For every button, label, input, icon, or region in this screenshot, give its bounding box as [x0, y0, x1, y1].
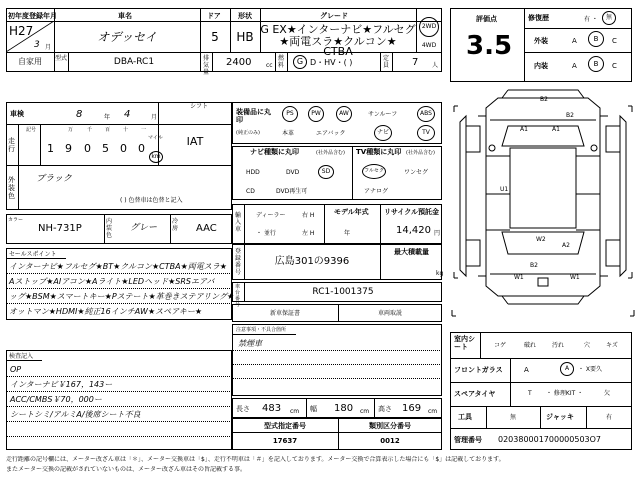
model-year-unit: 年 [344, 230, 351, 237]
equipment-label: 装備品に丸印 [236, 108, 271, 124]
shape-label: 形状 [238, 12, 252, 20]
map-label-a1-mid: A1 [552, 126, 560, 133]
map-label-b2-bottom: B2 [530, 262, 538, 269]
capacity-label: 定員 [382, 55, 389, 69]
recycle-label: リサイクル預託金 [384, 208, 440, 216]
reg-year-label: 初年度登録年月 [8, 12, 57, 20]
grade-line-2: ★両電スラ★クルコン★ [279, 35, 397, 48]
max-load-kg: kg [436, 270, 444, 277]
drive-4wd: 4WD [421, 42, 437, 49]
reg-no-label: 登録番号 [235, 248, 242, 276]
nav-hdd: HDD [246, 169, 260, 176]
ac-label: 冷房 [172, 218, 179, 232]
seat-stain: 汚れ [552, 342, 565, 349]
capacity-value: 7 [412, 57, 419, 68]
length-unit: cm [290, 408, 300, 415]
check-label: 検査記入 [9, 353, 34, 360]
digit-hyaku: 百 [105, 127, 111, 133]
reg-month-unit: 月 [45, 44, 52, 51]
inspection-label: 車検 [10, 110, 24, 118]
equip-navi: ナビ [374, 125, 392, 141]
front-glass-label: フロントガラス [454, 366, 503, 374]
type-no-value: 17637 [272, 437, 298, 445]
equip-aw: AW [336, 106, 352, 122]
digit-juu: 十 [123, 127, 129, 133]
glass-a: A [524, 366, 529, 374]
odo-digit-2: 9 [65, 142, 72, 155]
repair-opts: 有 ・ [584, 16, 598, 23]
inspection-year-unit: 年 [104, 114, 111, 121]
tv-oneseg: ワンセグ [404, 169, 429, 176]
length-value: 483 [262, 403, 282, 414]
ext-selected: B [588, 31, 604, 47]
model-label: 型式 [55, 55, 68, 62]
nav-dvd-play: DVD再生可 [276, 188, 308, 195]
ext-label: 外装 [534, 37, 548, 45]
chassis-value: RC1-1001375 [312, 287, 374, 297]
footer-note-1: 走行距離の記号欄には、メーター改ざん車は「＊」、メーター交換車は「$」、走行不明車は「＃」を記入しております。メーター交換で合算表示した場合にも「$」は記載しております。 [6, 456, 505, 463]
new-warranty-label: 新車保証書 [269, 310, 300, 317]
tv-type-label: TV種類に丸印 [356, 148, 402, 156]
int-selected: B [588, 56, 604, 72]
sales-line-4: オットマン★HDMI★純正16インチAW★スペアキー★ [9, 307, 202, 316]
import-label: 輸入車 [235, 212, 242, 233]
ext-a: A [572, 37, 577, 45]
check-line-4: シートシミ/アルミA/後席シート不良 [10, 410, 141, 419]
odo-digit-6: 0 [138, 142, 145, 155]
fuel-label: 燃料 [277, 55, 284, 69]
grade-line-1: G EX★インターナビ★フルセグ [260, 23, 416, 36]
type-no-label: 型式指定番号 [264, 422, 306, 430]
equipment-sub: (純正のみ) [236, 130, 260, 136]
tv-type-sub: (社外品含む) [406, 150, 435, 156]
equip-abs: ABS [417, 106, 435, 122]
doors-label: ドア [207, 12, 221, 20]
reg-no-value: 広島301の9396 [274, 256, 350, 267]
tv-fullseg: フルセグ [362, 164, 386, 179]
import-left: 左 H [302, 230, 315, 237]
car-outline-diagram [450, 86, 636, 322]
model-year-label: モデル年式 [334, 208, 369, 216]
nav-dvd: DVD [286, 169, 300, 176]
int-c: C [612, 62, 617, 70]
seat-tear: 破れ [524, 342, 537, 349]
class-no-value: 0012 [380, 437, 400, 445]
odo-digit-3: 0 [84, 142, 91, 155]
shift-label: シフト [190, 103, 209, 110]
grade-line-3: CTBA [323, 45, 353, 58]
spare-opts: ・ 修理KIT ・ [546, 390, 584, 397]
map-label-b2-top: B2 [540, 96, 548, 103]
sales-points-label: セールスポイント [9, 251, 57, 258]
color-label: 外装色 [8, 176, 15, 200]
check-line-2: インターナビ￥167，143ー [10, 380, 113, 389]
tools-label: 工具 [458, 413, 472, 421]
int-color-value: グレー [130, 223, 158, 233]
int-label: 内装 [534, 62, 548, 70]
footer-note-2: またメーター交換の記載がされていないものは、メーター改ざん車はその旨記載する事。 [6, 466, 247, 473]
odo-digit-1: 1 [47, 142, 54, 155]
int-color-label: 内装色 [106, 218, 113, 239]
seat-burn: コゲ [494, 342, 507, 349]
color-note: ( ) 色替車は色替と記入 [120, 197, 183, 204]
color-code-value: NH-731P [38, 223, 82, 234]
notes-text: 禁煙車 [238, 339, 262, 348]
equip-leather: 本革 [282, 130, 295, 137]
spare-t: T [528, 390, 532, 397]
nav-type-sub: (社外品含む) [316, 150, 345, 156]
score-value: 3.5 [466, 31, 513, 61]
record-label: 記号 [26, 127, 37, 133]
tools-value: 無 [510, 414, 517, 421]
car-name-value: オデッセイ [97, 30, 157, 44]
recycle-yen: 円 [434, 230, 441, 237]
car-name-label: 車名 [118, 12, 132, 20]
sales-line-2: Aストップ★AIアコン★Aライト★LEDヘッド★SRSエアバ [9, 277, 215, 286]
nav-cd: CD [246, 188, 255, 195]
mileage-label: 走行 [8, 137, 15, 153]
km-selected: km [149, 151, 163, 163]
nav-sd: SD [318, 165, 334, 179]
width-value: 180 [334, 403, 354, 414]
height-label: 高さ [378, 405, 392, 413]
notes-label: 注意事項・不具合箇所 [236, 327, 287, 333]
odo-digit-5: 0 [120, 142, 127, 155]
reg-month: 3 [34, 40, 40, 50]
odo-digit-4: 5 [102, 142, 109, 155]
fuel-selected: G [293, 55, 307, 69]
seat-hole: 穴 [584, 342, 591, 349]
map-label-w2: W2 [536, 236, 546, 243]
seat-scratch: キズ [606, 342, 618, 349]
inspection-month: 4 [124, 109, 131, 120]
sales-line-1: インターナビ★フルセグ★BT★クルコン★CTBA★両電スラ★ [9, 262, 227, 271]
map-label-a2: A2 [562, 242, 570, 249]
ext-c: C [612, 37, 617, 45]
equip-sunroof: サンルーフ [368, 111, 398, 118]
fuel-options: D・HV・( ) [310, 58, 353, 67]
height-unit: cm [428, 408, 438, 415]
mgmt-value: 020380001700000503O7 [498, 435, 602, 444]
map-label-u1: U1 [500, 186, 509, 193]
jack-value: 有 [606, 414, 613, 421]
shape-value: HB [236, 30, 254, 44]
check-line-3: ACC/CMBS￥70，000ー [10, 395, 102, 404]
color-code-label: カラー [8, 217, 24, 223]
drive-2wd: 2WD [419, 17, 439, 37]
glass-rest: ・ X要久 [578, 366, 603, 373]
repair-label: 修復歴 [528, 14, 549, 22]
import-other: ・ 並行 [256, 230, 276, 237]
map-label-b2-right: B2 [566, 112, 574, 119]
map-label-a1-top: A1 [520, 126, 528, 133]
displacement-unit: cc [266, 62, 273, 69]
tv-analog: アナログ [364, 188, 389, 195]
shift-value: IAT [186, 135, 204, 148]
height-value: 169 [402, 403, 422, 414]
displacement-value: 2400 [226, 57, 252, 68]
doors-value: 5 [211, 30, 219, 44]
import-dealer: ディーラー [256, 212, 286, 219]
nav-type-label: ナビ種類に丸印 [250, 148, 299, 156]
spare-tire-label: スペアタイヤ [454, 390, 496, 398]
private-label: 自家用 [18, 57, 42, 66]
map-label-w1-right: W1 [570, 274, 580, 281]
recycle-value: 14,420 [396, 225, 431, 236]
capacity-unit: 人 [432, 62, 439, 69]
jack-label: ジャッキ [546, 413, 574, 421]
displacement-label: 排気量 [202, 55, 209, 76]
manual-label: 車両取説 [377, 310, 402, 317]
width-unit: cm [360, 408, 370, 415]
digit-sen: 千 [87, 127, 93, 133]
reg-era-year: H27 [9, 24, 34, 38]
check-line-1: OP [10, 365, 22, 374]
equip-airbag: エアバック [316, 130, 346, 137]
int-a: A [572, 62, 577, 70]
glass-selected: A [560, 362, 574, 376]
mile-label: マイル [148, 135, 163, 141]
interior-seat-label: 室内シート [454, 335, 475, 351]
import-right: 右 H [302, 212, 315, 219]
length-label: 長さ [236, 405, 250, 413]
spare-selected: 欠 [604, 390, 611, 397]
map-label-w1-left: W1 [514, 274, 524, 281]
ac-value: AAC [196, 223, 217, 234]
grade-label: グレード [320, 12, 348, 20]
inspection-year: 8 [76, 109, 83, 120]
class-no-label: 類別区分番号 [369, 422, 411, 430]
inspection-month-unit: 月 [151, 114, 158, 121]
color-value: ブラック [36, 174, 72, 184]
equip-tv: TV [417, 125, 435, 141]
digit-ichi: 一 [141, 127, 147, 133]
equip-ps: PS [282, 106, 298, 122]
model-value: DBA-RC1 [113, 57, 155, 67]
sales-line-3: ッグ★BSM★スマートキー★Pステート★革巻きステアリング★ [9, 292, 235, 301]
chassis-label: 車台番号 [235, 284, 241, 308]
width-label: 幅 [310, 405, 317, 413]
repair-selected: 無 [602, 11, 616, 25]
mgmt-label: 管理番号 [454, 436, 482, 444]
digit-man: 万 [68, 127, 74, 133]
equip-pw: PW [308, 106, 324, 122]
score-label: 評価点 [476, 15, 497, 23]
max-load-label: 最大積載量 [394, 248, 429, 256]
